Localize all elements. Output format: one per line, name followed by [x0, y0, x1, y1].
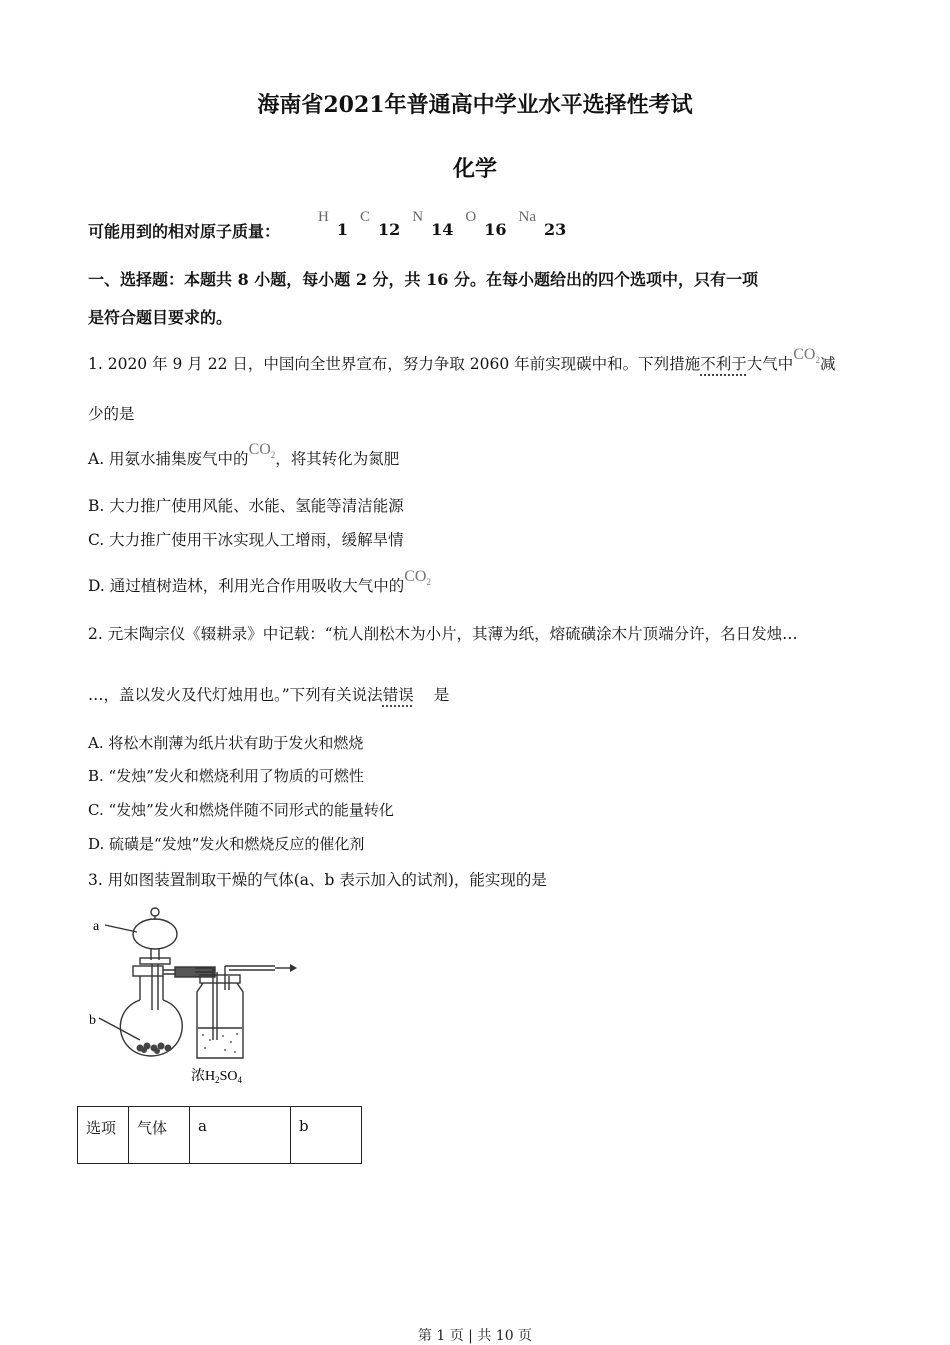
- q3-stem: 3. 用如图装置制取干燥的气体(a、b 表示加入的试剂)，能实现的是: [88, 871, 547, 889]
- q3-options-table: [77, 1106, 362, 1164]
- label-b: b: [89, 1013, 96, 1028]
- apparatus-diagram: [85, 900, 305, 1090]
- atomic-mass-C: C12: [359, 209, 401, 239]
- co2-formula: $CO_2$: [248, 441, 276, 461]
- q1-stem-line2: 少的是: [88, 405, 135, 423]
- q2-stem-line1: 2. 元末陶宗仪《辍耕录》中记载：“杭人削松木为小片，其薄为纸，熔硫磺涂木片顶端分许，名日发烛…: [88, 625, 798, 643]
- q1-option-b: B. 大力推广使用风能、水能、氢能等清洁能源: [88, 497, 404, 515]
- section-heading-line2: 是符合题目要求的。: [88, 308, 233, 327]
- label-acid: 浓$H_2SO_4$: [191, 1069, 243, 1085]
- q2-option-b: B. “发烛”发火和燃烧利用了物质的可燃性: [88, 767, 364, 785]
- atomic-mass-label: 可能用到的相对原子质量：: [88, 222, 281, 241]
- q1-option-a: A. 用氨水捕集废气中的$CO_2$，将其转化为氮肥: [88, 441, 400, 468]
- q1-option-c: C. 大力推广使用干冰实现人工增雨，缓解旱情: [88, 531, 404, 549]
- subject-title: 化学: [452, 156, 497, 182]
- q1-stem-line1: 1. 2020 年 9 月 22 日，中国向全世界宣布，努力争取 2060 年前实现碳中和。下列措施不利于大气中$CO_2$减: [88, 346, 836, 373]
- atomic-mass-O: O16: [465, 209, 507, 239]
- co2-formula: $CO_2$: [404, 568, 431, 588]
- q2-option-d: D. 硫磺是“发烛”发火和燃烧反应的催化剂: [88, 835, 365, 853]
- table-header-b: b: [291, 1107, 362, 1164]
- atomic-mass-list: [318, 206, 567, 239]
- exam-title: 海南省2021年普通高中学业水平选择性考试: [257, 92, 693, 118]
- page-footer: 第 1 页 | 共 10 页: [417, 1328, 533, 1344]
- q1-emphasis: 不利于: [700, 355, 747, 373]
- table-header-a: a: [190, 1107, 291, 1164]
- atomic-mass-H: H1: [318, 209, 348, 239]
- table-header-option: 选项: [78, 1107, 129, 1164]
- q2-stem-line2: …，盖以发火及代灯烛用也。”下列有关说法错误 是: [88, 686, 450, 704]
- section-heading-line1: 一、选择题：本题共 8 小题，每小题 2 分，共 16 分。在每小题给出的四个选项中，只有一项: [88, 270, 758, 289]
- q2-option-c: C. “发烛”发火和燃烧伴随不同形式的能量转化: [88, 801, 394, 819]
- co2-formula: $CO_2$: [793, 346, 820, 366]
- table-header-row: [78, 1107, 362, 1164]
- label-a: a: [93, 919, 100, 934]
- q2-option-a: A. 将松木削薄为纸片状有助于发火和燃烧: [88, 734, 364, 752]
- atomic-mass-N: N14: [412, 209, 454, 239]
- atomic-mass-Na: Na23: [518, 209, 567, 239]
- q1-option-d: D. 通过植树造林，利用光合作用吸收大气中的$CO_2$: [88, 568, 431, 595]
- q2-emphasis: 错误: [382, 686, 414, 704]
- table-header-gas: 气体: [129, 1107, 190, 1164]
